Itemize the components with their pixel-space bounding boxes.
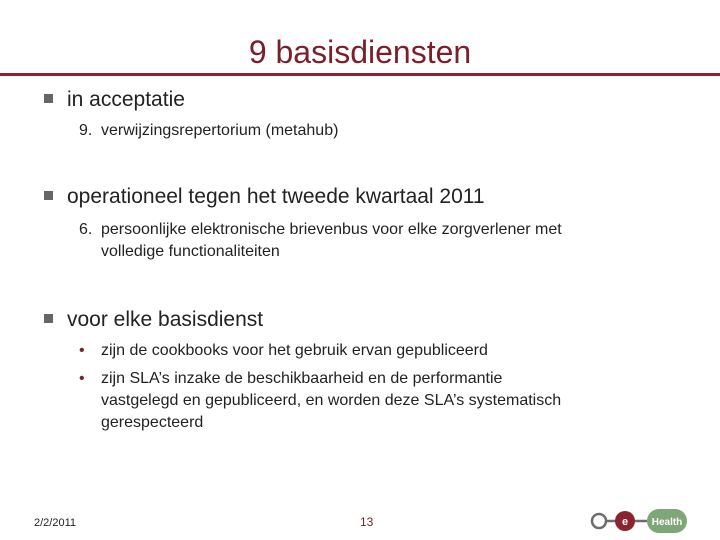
item-number: 6.: [79, 221, 93, 238]
page-number: 13: [360, 515, 374, 529]
round-bullet-icon: •: [79, 342, 85, 359]
item-text-line: zijn SLA’s inzake de beschikbaarheid en de performantie: [101, 370, 503, 387]
section-heading-every-service: [44, 307, 263, 333]
slide-title: 9 basisdiensten: [248, 34, 472, 70]
list-item: [79, 368, 689, 434]
item-text: verwijzingsrepertorium (metahub): [101, 122, 339, 139]
round-bullet-icon: •: [79, 370, 85, 387]
item-text-line: volledige functionaliteiten: [101, 243, 280, 260]
list-item: [79, 340, 689, 362]
ehealth-logo: [589, 506, 689, 536]
item-text-line: persoonlijke elektronische brievenbus voor elke zorgverlener met: [101, 221, 562, 238]
title-underline: [0, 73, 720, 76]
item-text: zijn de cookbooks voor het gebruik ervan gepubliceerd: [101, 342, 488, 359]
section-heading-text: operationeel tegen het tweede kwartaal 2011: [67, 185, 485, 208]
footer-date: 2/2/2011: [34, 517, 77, 529]
square-bullet-icon: [44, 191, 53, 200]
item-text-line: gerespecteerd: [101, 414, 204, 431]
section-heading-acceptance: [44, 87, 185, 113]
logo-letter: e: [621, 516, 629, 528]
section-heading-operational: [44, 184, 485, 210]
section-heading-text: in acceptatie: [67, 88, 185, 111]
item-text-line: vastgelegd en gepubliceerd, en worden deze SLA’s systematisch: [101, 392, 562, 409]
square-bullet-icon: [44, 314, 53, 323]
logo-word: Health: [651, 517, 683, 528]
item-number: 9.: [79, 122, 93, 139]
list-item: [79, 120, 689, 142]
square-bullet-icon: [44, 94, 53, 103]
list-item: [79, 219, 689, 263]
section-heading-text: voor elke basisdienst: [67, 308, 264, 331]
logo-ring-icon: [592, 514, 606, 528]
